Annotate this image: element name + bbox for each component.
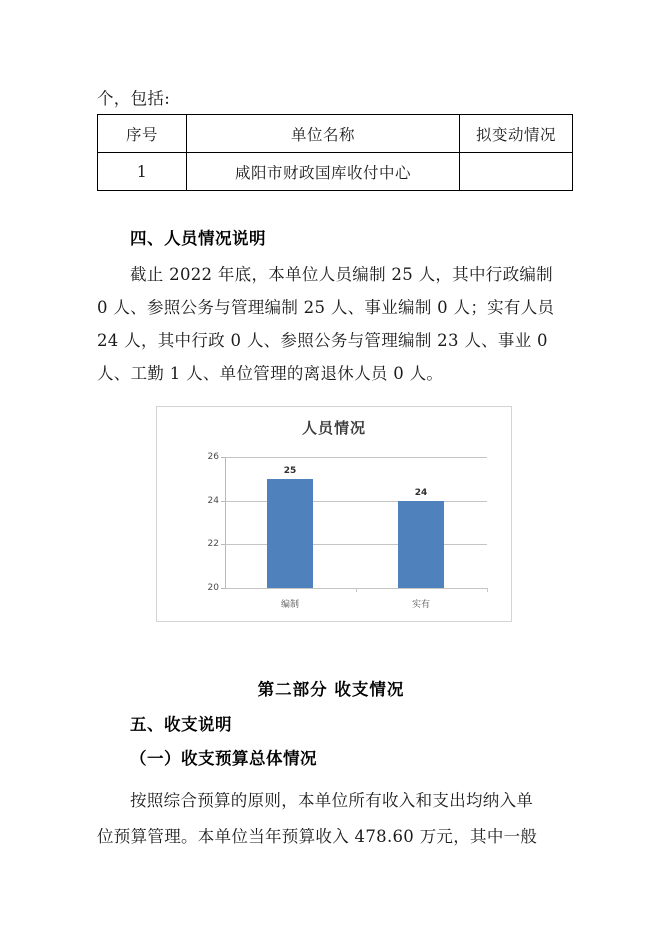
table-header-name: 单位名称 — [187, 115, 460, 153]
lead-line: 个，包括: — [97, 89, 171, 108]
budget-paragraph-line-2: 位预算管理。本单位当年预算收入 478.60 万元，其中一般 — [97, 827, 538, 846]
chart-category-label-1: 实有 — [411, 600, 431, 610]
section-heading-revenue: 五、收支说明 — [130, 715, 232, 734]
chart-tick-26 — [221, 457, 225, 458]
chart-bar-1 — [398, 487, 444, 610]
personnel-paragraph-line-4: 人、工勤 1 人、单位管理的离退休人员 0 人。 — [97, 364, 444, 383]
table-cell-change — [460, 153, 573, 191]
chart-plot-area — [207, 452, 487, 610]
part-two-title: 第二部分 收支情况 — [257, 680, 405, 699]
table-cell-name: 咸阳市财政国库收付中心 — [187, 153, 460, 191]
table-row — [98, 153, 573, 191]
personnel-paragraph-line-1: 截止 2022 年底，本单位人员编制 25 人，其中行政编制 — [130, 265, 553, 284]
personnel-bar-chart — [156, 406, 512, 622]
subsection-heading-budget-overview: （一）收支预算总体情况 — [130, 749, 317, 768]
chart-y-axis-line — [225, 457, 226, 588]
unit-table — [97, 114, 573, 191]
chart-category-tick-1 — [356, 588, 357, 592]
section-heading-personnel: 四、人员情况说明 — [130, 229, 266, 248]
chart-ytick-label-22: 22 — [207, 539, 219, 550]
table-header-change: 拟变动情况 — [460, 115, 573, 153]
chart-gridline-24 — [225, 501, 487, 502]
chart-ytick-label-24: 24 — [207, 495, 219, 506]
chart-gridline-26 — [225, 457, 487, 458]
table-cell-no: 1 — [98, 153, 187, 191]
chart-gridline-22 — [225, 544, 487, 545]
chart-ytick-label-20: 20 — [207, 583, 219, 593]
personnel-paragraph-line-3: 24 人，其中行政 0 人、参照公务与管理编制 23 人、事业 0 — [97, 331, 548, 350]
chart-bar-label-1: 24 — [414, 487, 428, 498]
chart-tick-24 — [221, 501, 225, 502]
chart-tick-20 — [221, 588, 225, 589]
personnel-paragraph-line-2: 0 人、参照公务与管理编制 25 人、事业编制 0 人；实有人员 — [97, 298, 555, 317]
table-header-row — [98, 115, 573, 153]
chart-bar-label-0: 25 — [283, 465, 297, 476]
chart-title: 人员情况 — [301, 419, 366, 437]
chart-bar-0 — [267, 465, 313, 610]
chart-category-label-0: 编制 — [280, 600, 300, 610]
chart-ytick-label-26: 26 — [207, 452, 219, 462]
chart-tick-22 — [221, 544, 225, 545]
budget-paragraph-line-1: 按照综合预算的原则，本单位所有收入和支出均纳入单 — [130, 791, 534, 810]
table-header-no: 序号 — [98, 115, 187, 153]
chart-category-tick-2 — [487, 588, 488, 592]
